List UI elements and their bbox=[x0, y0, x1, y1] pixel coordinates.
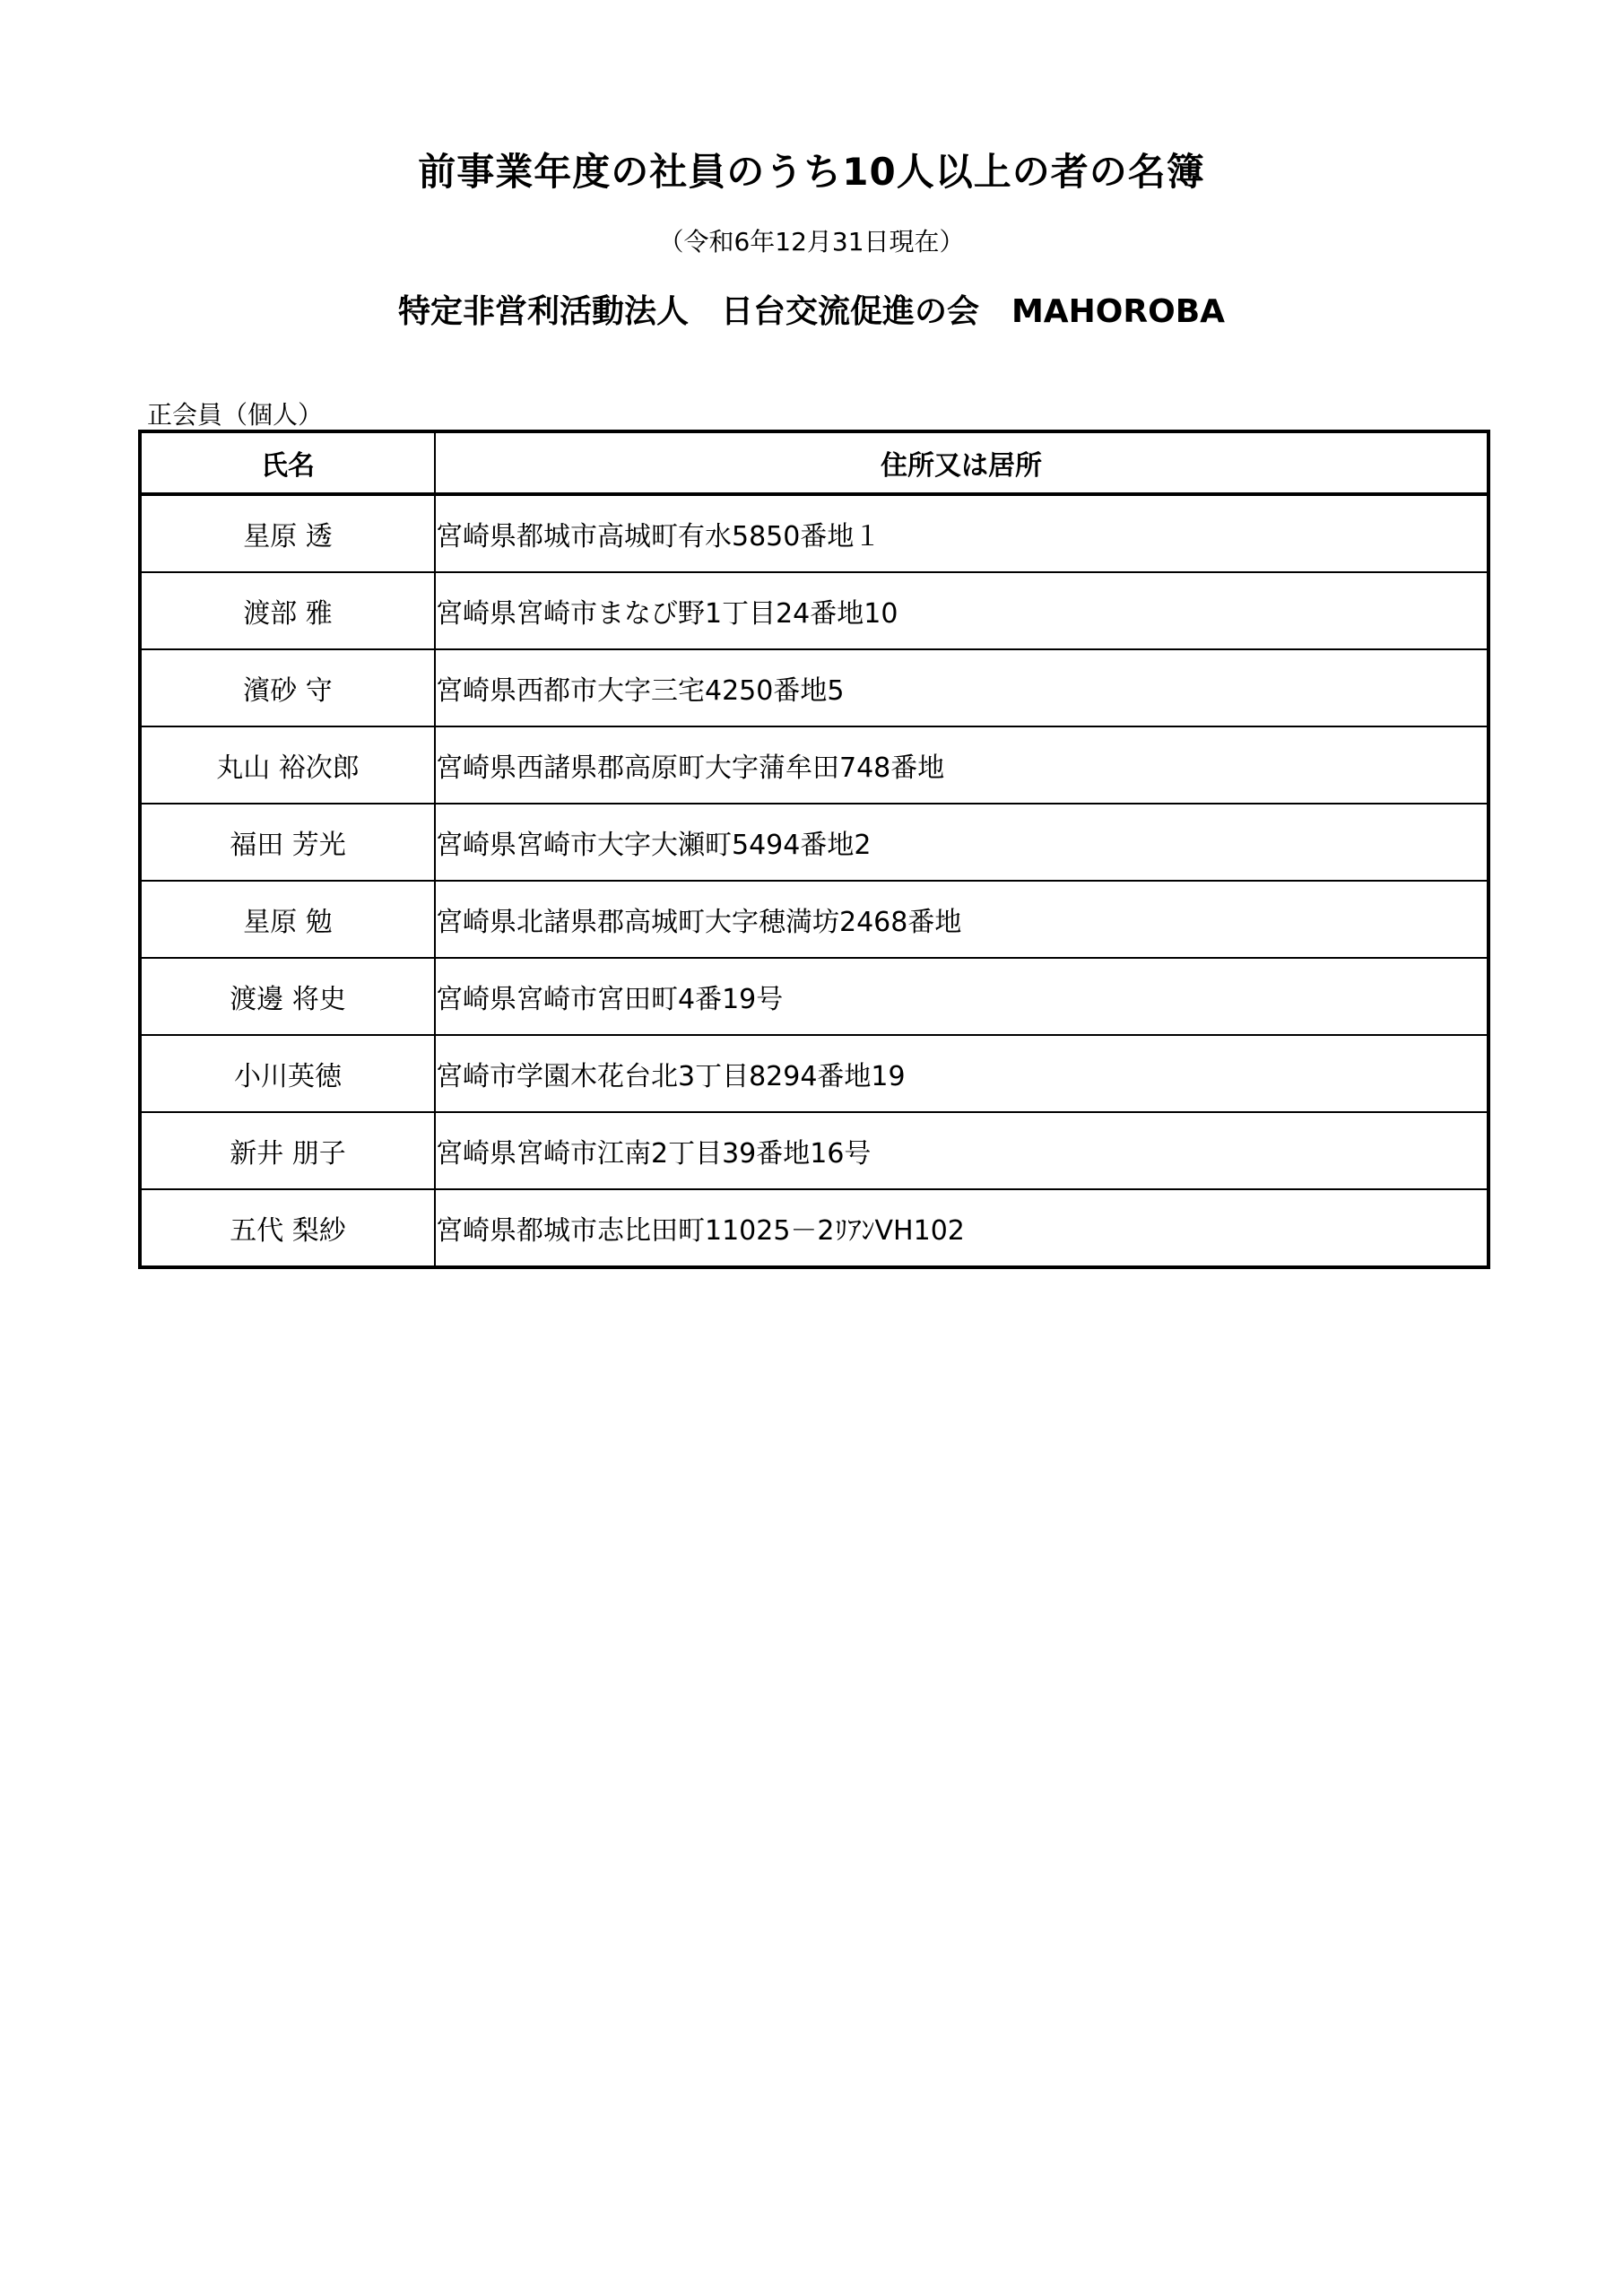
table-row bbox=[140, 804, 1488, 881]
member-name: 新井 朋子 bbox=[140, 1112, 435, 1189]
header-address: 住所又は居所 bbox=[435, 431, 1488, 494]
member-name: 渡部 雅 bbox=[140, 572, 435, 649]
document-title: 前事業年度の社員のうち10人以上の者の名簿 bbox=[418, 150, 1205, 194]
member-name: 濱砂 守 bbox=[140, 649, 435, 726]
member-address: 宮崎県宮崎市江南2丁目39番地16号 bbox=[435, 1112, 1488, 1189]
table-header-row bbox=[140, 431, 1488, 494]
table-row bbox=[140, 726, 1488, 804]
member-address: 宮崎県西都市大字三宅4250番地5 bbox=[435, 649, 1488, 726]
member-name: 星原 透 bbox=[140, 494, 435, 572]
member-name: 福田 芳光 bbox=[140, 804, 435, 881]
member-address: 宮崎県宮崎市まなび野1丁目24番地10 bbox=[435, 572, 1488, 649]
member-name: 渡邊 将史 bbox=[140, 958, 435, 1035]
member-address: 宮崎県都城市高城町有水5850番地１ bbox=[435, 494, 1488, 572]
member-address: 宮崎県西諸県郡高原町大字蒲牟田748番地 bbox=[435, 726, 1488, 804]
member-name: 星原 勉 bbox=[140, 881, 435, 958]
member-address: 宮崎県北諸県郡高城町大字穂満坊2468番地 bbox=[435, 881, 1488, 958]
table-row bbox=[140, 494, 1488, 572]
table-row bbox=[140, 881, 1488, 958]
table-row bbox=[140, 649, 1488, 726]
member-address: 宮崎市学園木花台北3丁目8294番地19 bbox=[435, 1035, 1488, 1112]
table-row bbox=[140, 958, 1488, 1035]
member-roster-table bbox=[138, 430, 1490, 1269]
member-address: 宮崎県宮崎市宮田町4番19号 bbox=[435, 958, 1488, 1035]
table-row bbox=[140, 1112, 1488, 1189]
organization-name: 特定非営利活動法人 日台交流促進の会 MAHOROBA bbox=[397, 293, 1226, 330]
member-address: 宮崎県宮崎市大字大瀬町5494番地2 bbox=[435, 804, 1488, 881]
member-name: 五代 梨紗 bbox=[140, 1189, 435, 1267]
member-name: 丸山 裕次郎 bbox=[140, 726, 435, 804]
table-row bbox=[140, 1035, 1488, 1112]
header-name: 氏名 bbox=[140, 431, 435, 494]
member-name: 小川英徳 bbox=[140, 1035, 435, 1112]
table-row bbox=[140, 1189, 1488, 1267]
table-row bbox=[140, 572, 1488, 649]
section-label: 正会員（個人） bbox=[147, 400, 324, 430]
member-address: 宮崎県都城市志比田町11025－2ﾘｱﾝVH102 bbox=[435, 1189, 1488, 1267]
date-note: （令和6年12月31日現在） bbox=[658, 227, 965, 257]
